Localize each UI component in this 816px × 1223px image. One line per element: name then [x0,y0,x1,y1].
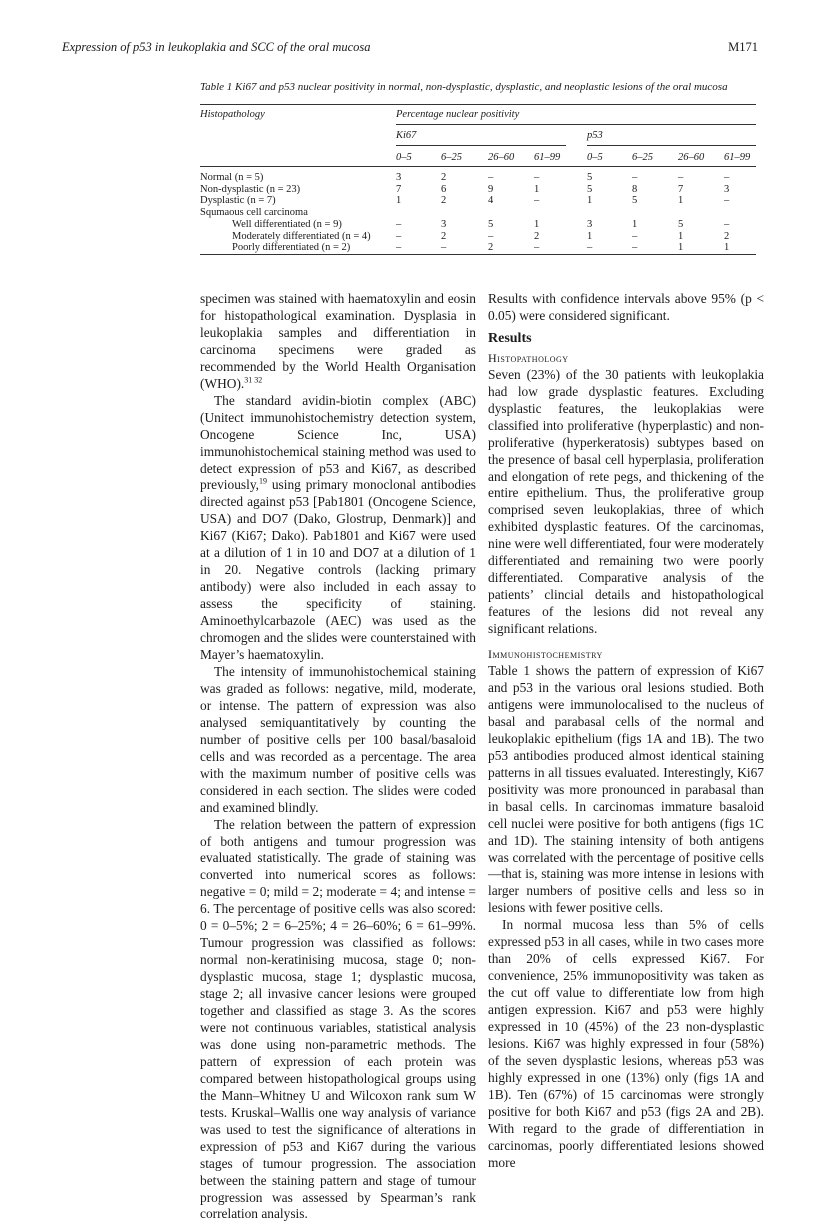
table-cell: 1 [396,195,402,207]
table-cell: 1 [678,242,684,254]
table-cell: – [534,195,540,207]
table-cell: – [632,172,638,183]
header-ki67: Ki67 [396,130,417,141]
table-cell: – [534,172,540,183]
table-cell: 3 [724,183,730,195]
table-cell: – [534,242,540,254]
methods-p1-ref: 31 32 [244,375,263,385]
methods-p2-ref: 19 [259,477,268,487]
table-cell: 5 [488,218,494,230]
table-cell: 2 [488,242,494,254]
table-cell: – [724,218,730,230]
running-title: Expression of p53 in leukoplakia and SCC of the oral mucosa [62,40,371,54]
left-column [200,291,476,1223]
row-label: Poorly differentiated (n = 2) [232,242,351,254]
header-percentage: Percentage nuclear positivity [396,109,520,120]
table-cell: – [441,242,447,254]
table-caption [200,80,760,94]
table-cell: – [724,172,730,183]
table-cell: – [396,242,402,254]
histopathology-heading: Histopathology [488,350,569,365]
table-cell: 6 [441,183,447,195]
table-cell: – [632,230,638,242]
range-header: 26–60 [488,152,515,163]
row-label: Moderately differentiated (n = 4) [232,230,371,242]
table-cell: 5 [678,218,684,230]
range-header: 0–5 [587,152,603,163]
table-cell: 9 [488,183,494,195]
page-number: M171 [728,40,758,54]
methods-paragraph-2 [200,393,476,664]
methods-p2-text-b: using primary monoclonal antibodies directed against p53 [Pab1801 (Oncogene Science, USA) and DO7 (Dako, Glostrup, Denmark)] and Ki67 (Ki67; Dako). Pab1801 and Ki67 were used at a dilution of 1 in 10 and DO7 at a dilution of 1 in 20. Negative controls (lacking primary antibody) were also included in each assay to assess the specificity of staining. Aminoethylcarbazole (AEC) was used as the chromogen and the slides were counterstained with Mayer’s haematoxylin. [200,477,476,663]
significance-paragraph: Results with confidence intervals above 95% (p < 0.05) were considered significant. [488,291,764,323]
range-header: 6–25 [632,152,653,163]
table-cell: 1 [587,230,593,242]
table-caption-text: Ki67 and p53 nuclear positivity in normal, non-dysplastic, dysplastic, and neoplastic lesions of the oral mucosa [235,81,728,93]
table-cell: 1 [724,242,730,254]
immunohistochemistry-heading: Immunohistochemistry [488,647,603,662]
table-cell: 4 [488,195,494,207]
table-cell: – [396,230,402,242]
table-cell: 2 [724,230,730,242]
table-cell: 8 [632,183,638,195]
table-cell: – [488,230,494,242]
methods-paragraph-1 [200,291,476,393]
methods-p2-text-a: The standard avidin-biotin complex (ABC) (Unitect immunohistochemistry detection system, Oncogene Science Inc, USA) immunohistochemical staining method was used to detect expression of p53 and Ki67, as described previously, [200,392,476,493]
table-cell: 5 [587,183,593,195]
immuno-paragraph-2: In normal mucosa less than 5% of cells expressed p53 in all cases, while in two cases more than 20% of cells expressed Ki67. For convenience, 25% immunopositivity was taken as the cut off value to differentiate low from high antigen expression. Ki67 and p53 were highly expressed in 10 (45%) of the 23 non-dysplastic lesions. Ki67 was highly expressed in four (58%) of the seven dysplastic lesions, whereas p53 was highly expressed in one (13%) only (figs 1A and 1B). Ten (67%) of 15 carcinomas were strongly positive for both Ki67 and p53 (figs 2A and 2B). With regard to the grade of differentiation in carcinomas, poorly differentiated lesions showed more [488,917,764,1170]
range-header: 61–99 [534,152,561,163]
table-cell: 1 [632,218,638,230]
table-cell: – [724,195,730,207]
range-header: 0–5 [396,152,412,163]
table-cell: 1 [587,195,593,207]
range-header: 6–25 [441,152,462,163]
table-bottom-rule [200,254,756,255]
table-cell: 1 [678,230,684,242]
header-group-rule [396,124,756,125]
row-label: Normal (n = 5) [200,172,264,183]
right-column [488,291,764,1172]
row-label: Squmaous cell carcinoma [200,207,308,219]
table-cell: 1 [534,218,540,230]
row-label: Non-dysplastic (n = 23) [200,183,301,195]
table-cell: 3 [587,218,593,230]
table-cell: 2 [534,230,540,242]
table-top-rule [200,104,756,105]
row-label: Dysplastic (n = 7) [200,195,276,207]
histopathology-paragraph: Seven (23%) of the 30 patients with leukoplakia had low grade dysplastic features. Excluding dysplastic features, the leukoplakias were classified into proliferative (hyperplastic) and non-proliferative (hyperkeratosis) subtypes based on the presence of basal cell hyperplasia, proliferation and elongation of rete pegs, and thickening of the entire epithelium. Thus, the proliferative group comprised seven leukoplakias, three of which exhibited dysplastic features. Of the carcinomas, nine were well differentiated, four were moderately differentiated and remaining two were poorly differentiated. Comparative analysis of the patients’ clincial details and histopathological features of the lesions did not reveal any significant relations. [488,366,764,637]
table-caption-label: Table 1 [200,81,233,93]
table-cell: – [587,242,593,254]
table-cell: 2 [441,172,447,183]
header-bottom-rule [200,166,756,167]
range-header: 26–60 [678,152,705,163]
row-label: Well differentiated (n = 9) [232,218,342,230]
methods-paragraph-4: The relation between the pattern of expression of both antigens and tumour progression was evaluated statistically. The grade of staining was converted into numerical scores as follows: negative = 0; mild = 2; moderate = 4; and intense = 6. The percentage of positive cells was also scored: 0 = 0–5%; 2 = 6–25%; 4 = 26–60%; 6 = 61–99%. Tumour progression was classified as follows: normal non-keratinising mucosa, stage 0; non-dysplastic mucosa, stage 1; dysplastic mucosa, stage 2; all invasive cancer lesions were grouped together and classified as stage 3. As the scores were not continuous variables, statistical analysis was done using non-parametric methods. The pattern of expression of each protein was compared between histopathological groups using the Mann–Whitney U and Wilcoxon rank sum W tests. Kruskal–Wallis one way analysis of variance was used to test the significance of alterations in expression of p53 and Ki67 during the various stages of tumour progression. The association between the staining pattern and stage of tumour progression was assessed by Spearman’s rank correlation analysis. [200,816,476,1222]
table-cell: 1 [534,183,540,195]
header-histopathology: Histopathology [200,109,265,120]
methods-p1-text: specimen was stained with haematoxylin and eosin for histopathological examination. Dysplasia in leukoplakia samples and differentiation in carcinoma specimens were graded as recommended by the World Health Organisation (WHO). [200,291,476,391]
range-header: 61–99 [724,152,751,163]
table-cell: 5 [587,172,593,183]
table-cell: 2 [441,195,447,207]
table-cell: 3 [441,218,447,230]
results-heading: Results [488,330,532,346]
header-ki67-rule [396,145,566,146]
table-cell: 3 [396,172,402,183]
table-cell: – [678,172,684,183]
table-cell: 7 [678,183,684,195]
methods-paragraph-3: The intensity of immunohistochemical staining was graded as follows: negative, mild, moderate, or intense. The pattern of expression was also analysed semiquantitatively by counting the number of positive cells per 100 basal/basaloid cells and was recorded as a percentage. The area with the maximum number of positive cells was considered in each section. The slides were coded and examined blindly. [200,663,476,815]
table-cell: – [396,218,402,230]
immuno-paragraph-1: Table 1 shows the pattern of expression of Ki67 and p53 in the various oral lesions studied. Both antigens were immunolocalised to the nucleus of basal and parabasal cells of the normal and leukoplakic epithelium (figs 1A and 1B). The two p53 antibodies produced almost identical staining patterns in all tissues evaluated. Interestingly, Ki67 positivity was more pronounced in parabasal than in basal cells. In carcinomas immature basaloid cell nuclei were positive for both antigens (figs 1C and 1D). The staining intensity of both antigens was correlated with the percentage of positive cells—that is, staining was more intense in lesions with larger numbers of positive cells and less so in lesions with fewer positive cells. [488,663,764,916]
header-p53: p53 [587,130,603,141]
table-cell: 7 [396,183,402,195]
header-p53-rule [587,145,756,146]
table-cell: 1 [678,195,684,207]
table-cell: 2 [441,230,447,242]
table-cell: – [632,242,638,254]
table-cell: – [488,172,494,183]
table-cell: 5 [632,195,638,207]
